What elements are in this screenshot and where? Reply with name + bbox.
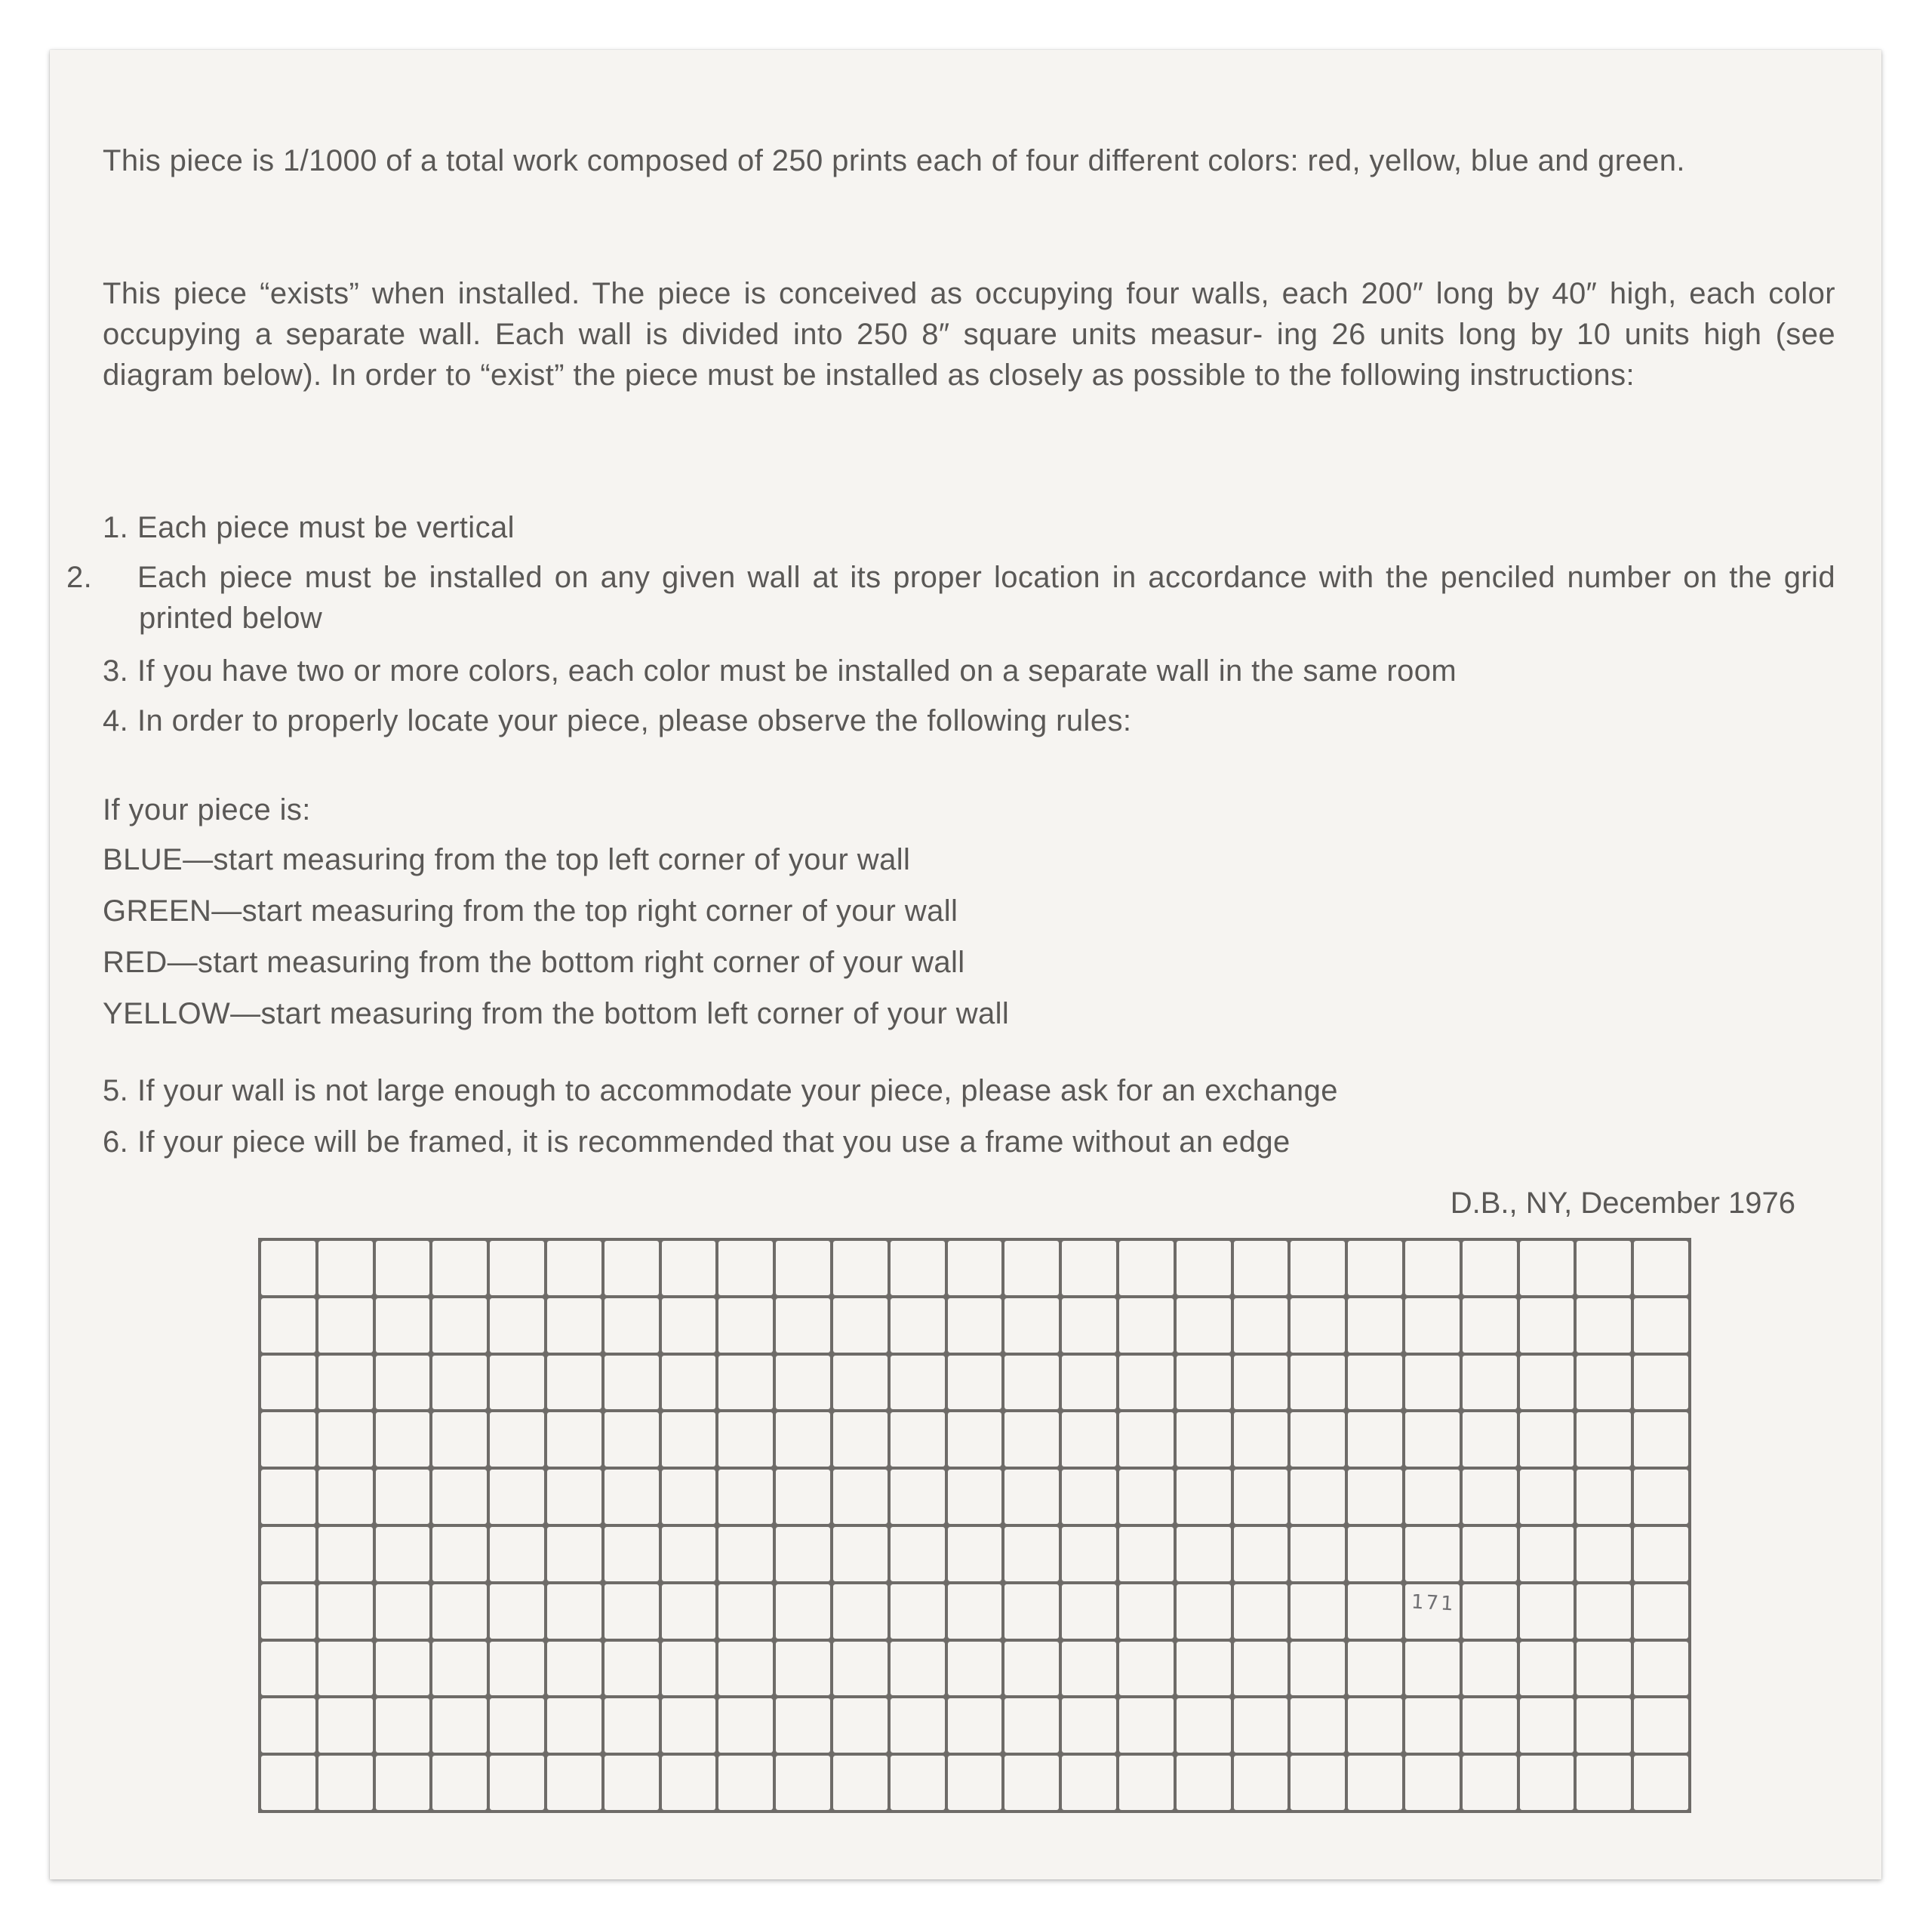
grid-cell [1004,1470,1059,1524]
grid-cell [1463,1356,1517,1410]
grid-cell [261,1584,315,1639]
grid-cell [432,1241,487,1295]
grid-cell [547,1642,601,1696]
grid-cell [261,1356,315,1410]
grid-cell [718,1642,773,1696]
grid-cell [318,1698,373,1753]
grid-cell [1177,1584,1231,1639]
grid-cell [1520,1698,1574,1753]
grid-cell [833,1356,888,1410]
grid-cell [662,1527,716,1581]
grid-cell [1291,1756,1345,1810]
grid-cell [1634,1298,1688,1353]
instruction-4 [103,700,1131,741]
grid-cell [776,1470,830,1524]
grid-cell [776,1241,830,1295]
grid-cell [605,1356,659,1410]
grid-cell [1577,1470,1631,1524]
grid-cell [1119,1356,1174,1410]
grid-cell [1348,1756,1402,1810]
instruction-number: 5. [103,1074,129,1107]
grid-cell [1348,1298,1402,1353]
wall-placement-grid [258,1238,1691,1813]
grid-cell [1004,1527,1059,1581]
instruction-text: Each piece must be installed on any given wall at its proper location in accordance with the penciled number on the grid printed below [137,561,1835,635]
rule-yellow [103,993,1009,1034]
grid-cell [605,1298,659,1353]
grid-cell [948,1298,1002,1353]
grid-cell [547,1527,601,1581]
grid-cell [1577,1584,1631,1639]
grid-cell [1405,1756,1460,1810]
grid-cell [1234,1527,1288,1581]
grid-cell [1062,1298,1116,1353]
grid-cell [1062,1470,1116,1524]
grid-cell [1177,1642,1231,1696]
grid-cell [1634,1470,1688,1524]
grid-cell [948,1756,1002,1810]
grid-cell [1062,1584,1116,1639]
grid-cell [605,1698,659,1753]
instruction-3 [103,651,1457,691]
grid-cell [1577,1642,1631,1696]
grid-cell [432,1698,487,1753]
grid-cell [1463,1241,1517,1295]
grid-cell [490,1356,544,1410]
grid-cell [605,1584,659,1639]
grid-cell [662,1698,716,1753]
grid-cell [1405,1412,1460,1467]
grid-cell [1405,1698,1460,1753]
instruction-text: If your piece will be framed, it is recommended that you use a frame without an edge [137,1125,1291,1159]
grid-cell [490,1470,544,1524]
grid-cell [1577,1698,1631,1753]
instruction-text: Each piece must be vertical [137,511,515,544]
grid-cell [376,1356,430,1410]
grid-cell [1119,1756,1174,1810]
grid-cell [1634,1412,1688,1467]
grid-cell [833,1642,888,1696]
grid-cell [1405,1642,1460,1696]
grid-cell [718,1412,773,1467]
grid-cell [1520,1584,1574,1639]
grid-cell [432,1298,487,1353]
grid-cell [1062,1412,1116,1467]
grid-cell [662,1298,716,1353]
grid-cell [891,1470,945,1524]
grid-cell [432,1642,487,1696]
grid-cell [1577,1298,1631,1353]
rule-text: —start measuring from the top left corner of your wall [183,843,911,876]
grid-cell [1520,1298,1574,1353]
grid-cell [891,1642,945,1696]
grid-cell [547,1356,601,1410]
grid-cell [318,1241,373,1295]
grid-cell [1463,1470,1517,1524]
grid-cell [1291,1356,1345,1410]
grid-cell [891,1241,945,1295]
grid-cell [1004,1298,1059,1353]
rule-text: —start measuring from the top right corner of your wall [211,894,958,928]
grid-cell [833,1470,888,1524]
grid-cell [432,1584,487,1639]
grid-cell [776,1412,830,1467]
grid-cell [833,1584,888,1639]
grid-cell [376,1298,430,1353]
grid-cell [1062,1642,1116,1696]
grid-cell [1577,1527,1631,1581]
grid-cell [1634,1527,1688,1581]
grid-cell [1119,1470,1174,1524]
grid-cell [1234,1642,1288,1696]
grid-cell [318,1356,373,1410]
grid-cell [432,1756,487,1810]
grid-cell [1463,1756,1517,1810]
grid-cell [776,1698,830,1753]
grid-cell [490,1642,544,1696]
grid-cell [490,1241,544,1295]
grid-cell [376,1642,430,1696]
rule-color-label: YELLOW [103,997,231,1030]
grid-cell [948,1412,1002,1467]
grid-cell [833,1298,888,1353]
grid-cell [948,1698,1002,1753]
printed-sheet [50,50,1881,1879]
grid-cell [948,1470,1002,1524]
grid-cell [1004,1241,1059,1295]
grid-cell [891,1356,945,1410]
grid-cell [718,1756,773,1810]
instruction-number: 6. [103,1125,129,1159]
instruction-number: 3. [103,654,129,688]
grid-cell [1004,1698,1059,1753]
intro-paragraph: This piece is 1/1000 of a total work composed of 250 prints each of four different colors: red, yellow, blue and green. [103,144,1685,177]
instruction-5 [103,1070,1338,1111]
grid-cell [718,1584,773,1639]
grid-cell [605,1527,659,1581]
grid-cell [1234,1584,1288,1639]
grid-cell [833,1241,888,1295]
grid-cell [1463,1527,1517,1581]
grid-cell [432,1412,487,1467]
instruction-text: If you have two or more colors, each color must be installed on a separate wall in the same room [137,654,1457,688]
grid-cell [547,1298,601,1353]
grid-cell [1234,1698,1288,1753]
grid-cell [1520,1356,1574,1410]
grid-cell [376,1756,430,1810]
rule-blue [103,839,910,880]
grid-cell [948,1584,1002,1639]
grid-cell [948,1642,1002,1696]
rule-green [103,891,958,931]
grid-cell [605,1642,659,1696]
grid-cell [1520,1642,1574,1696]
grid-cell [318,1584,373,1639]
grid-cell [1577,1756,1631,1810]
penciled-number: 171 [1411,1590,1457,1616]
grid-cell [1291,1527,1345,1581]
grid-cell [1177,1756,1231,1810]
grid-cell [1348,1412,1402,1467]
grid-cell [605,1756,659,1810]
grid-cell [1119,1642,1174,1696]
grid-cell [1348,1241,1402,1295]
grid-cell [490,1698,544,1753]
instruction-2 [66,557,1835,639]
grid-cell [1177,1241,1231,1295]
grid-cell [1291,1698,1345,1753]
grid-cell [1577,1241,1631,1295]
grid-cell [376,1698,430,1753]
instruction-6 [103,1122,1291,1162]
grid-cell [1405,1584,1460,1639]
grid-cell [1062,1356,1116,1410]
grid-cell [1634,1698,1688,1753]
grid-cell [432,1470,487,1524]
grid-cell [261,1298,315,1353]
grid-cell [490,1527,544,1581]
grid-cell [776,1298,830,1353]
rule-red [103,942,965,983]
grid-cell [490,1298,544,1353]
grid-cell [1004,1412,1059,1467]
grid-cell [1348,1642,1402,1696]
grid-cell [1405,1470,1460,1524]
grid-cell [547,1470,601,1524]
grid-cell [718,1298,773,1353]
grid-cell [776,1527,830,1581]
grid-cell [891,1756,945,1810]
grid-cell [1577,1356,1631,1410]
grid-cell [547,1412,601,1467]
grid-cell [1634,1241,1688,1295]
instruction-text: If your wall is not large enough to accommodate your piece, please ask for an exchange [137,1074,1338,1107]
grid-cell [1463,1698,1517,1753]
grid-cell [261,1412,315,1467]
grid-cell [1291,1470,1345,1524]
grid-cell [1004,1356,1059,1410]
grid-cell [891,1412,945,1467]
grid-cell [376,1412,430,1467]
grid-cell [1291,1298,1345,1353]
grid-cell [490,1756,544,1810]
grid-cell [318,1642,373,1696]
grid-cell [261,1241,315,1295]
grid-cell [1177,1527,1231,1581]
instruction-1 [103,507,515,548]
grid-cell [1004,1756,1059,1810]
grid-cell [1119,1584,1174,1639]
instruction-number: 1. [103,511,129,544]
grid-cell [948,1527,1002,1581]
instruction-text: In order to properly locate your piece, please observe the following rules: [137,704,1132,737]
grid-cell [891,1698,945,1753]
grid-cell [1520,1470,1574,1524]
grid-cell [547,1756,601,1810]
grid-cell [776,1642,830,1696]
signature: D.B., NY, December 1976 [1450,1187,1795,1220]
grid-cell [833,1756,888,1810]
grid-cell [432,1527,487,1581]
grid-cell [662,1642,716,1696]
grid-cell [1634,1756,1688,1810]
grid-cell [376,1584,430,1639]
grid-cell [1520,1527,1574,1581]
grid-cell [1634,1356,1688,1410]
grid-cell [662,1241,716,1295]
grid-cell [547,1698,601,1753]
grid-cell [718,1241,773,1295]
grid-cell [1119,1241,1174,1295]
grid-cell [376,1241,430,1295]
grid-cell [1004,1584,1059,1639]
rule-color-label: RED [103,946,168,979]
grid-cell [1463,1412,1517,1467]
grid-cell [662,1412,716,1467]
grid-cell [662,1470,716,1524]
grid-cell [1634,1642,1688,1696]
grid-cell [833,1527,888,1581]
installation-paragraph: This piece “exists” when installed. The piece is conceived as occupying four walls, each 200″ long by 40″ high, each color occupying a separate wall. Each wall is divided into 250 8″ square units measur- ing 26 units long by 10 units high (see diagram below). In order to “exist” the piece must be installed as closely as possible to the following instructions: [103,277,1835,392]
rule-text: —start measuring from the bottom right corner of your wall [167,946,965,979]
rule-color-label: GREEN [103,894,212,928]
grid-cell [605,1241,659,1295]
grid-cell [1405,1298,1460,1353]
grid-cell [376,1527,430,1581]
grid-cell [1119,1298,1174,1353]
grid-cell [490,1584,544,1639]
instruction-number: 2. [66,561,93,594]
grid-cell [891,1527,945,1581]
grid-cell [1405,1527,1460,1581]
grid-cell [1177,1356,1231,1410]
grid-cell [1062,1241,1116,1295]
grid-cell [1291,1412,1345,1467]
grid-cell [662,1356,716,1410]
grid-cell [1634,1584,1688,1639]
grid-cell [662,1584,716,1639]
grid-cell [261,1527,315,1581]
grid-cell [1291,1642,1345,1696]
grid-cell [1463,1298,1517,1353]
grid-cell [547,1584,601,1639]
grid-cell [1291,1584,1345,1639]
grid-cell [1405,1356,1460,1410]
grid-cell [318,1412,373,1467]
grid-cell [776,1756,830,1810]
grid-cell [605,1470,659,1524]
grid-cell [1234,1756,1288,1810]
grid-cell [718,1527,773,1581]
grid-cell [1520,1241,1574,1295]
grid-cell [318,1527,373,1581]
grid-cell [1291,1241,1345,1295]
grid-cell [1348,1584,1402,1639]
grid-cell [318,1298,373,1353]
grid-cell [718,1470,773,1524]
grid-cell [1463,1642,1517,1696]
rule-color-label: BLUE [103,843,183,876]
grid-cell [1577,1412,1631,1467]
grid-cell [318,1756,373,1810]
rule-text: —start measuring from the bottom left corner of your wall [230,997,1010,1030]
grid-cell [1405,1241,1460,1295]
grid-cell [718,1698,773,1753]
grid-cell [948,1356,1002,1410]
grid-cell [1463,1584,1517,1639]
grid-cell [376,1470,430,1524]
grid-cell [605,1412,659,1467]
grid-cell [1348,1470,1402,1524]
grid-cell [1234,1412,1288,1467]
grid-cell [1348,1698,1402,1753]
grid-cell [776,1356,830,1410]
grid-cell [1177,1698,1231,1753]
grid-cell [1062,1756,1116,1810]
instruction-number: 4. [103,704,129,737]
grid-cell [1119,1412,1174,1467]
grid-cell [432,1356,487,1410]
grid-cell [261,1642,315,1696]
grid-cell [1062,1527,1116,1581]
grid-cell [1234,1470,1288,1524]
grid-cell [1177,1298,1231,1353]
grid-cell [833,1698,888,1753]
grid-cell [718,1356,773,1410]
grid-cell [1234,1241,1288,1295]
grid-cell [833,1412,888,1467]
grid-cell [261,1756,315,1810]
grid-cell [1119,1527,1174,1581]
grid-cell [1234,1298,1288,1353]
grid-cell [547,1241,601,1295]
rules-intro: If your piece is: [103,793,311,826]
grid-cell [1348,1527,1402,1581]
grid-cell [1062,1698,1116,1753]
grid-cell [662,1756,716,1810]
grid-cell [1177,1470,1231,1524]
grid-cell [1520,1756,1574,1810]
grid-cell [948,1241,1002,1295]
grid-cell [1177,1412,1231,1467]
grid-cell [891,1584,945,1639]
grid-cell [1119,1698,1174,1753]
grid-cell [1004,1642,1059,1696]
grid-cell [261,1698,315,1753]
grid-cell [1520,1412,1574,1467]
grid-cell [261,1470,315,1524]
grid-cell [1234,1356,1288,1410]
grid-cell [776,1584,830,1639]
grid-cell [318,1470,373,1524]
grid-cell [1348,1356,1402,1410]
grid-cell [490,1412,544,1467]
grid-cell [891,1298,945,1353]
